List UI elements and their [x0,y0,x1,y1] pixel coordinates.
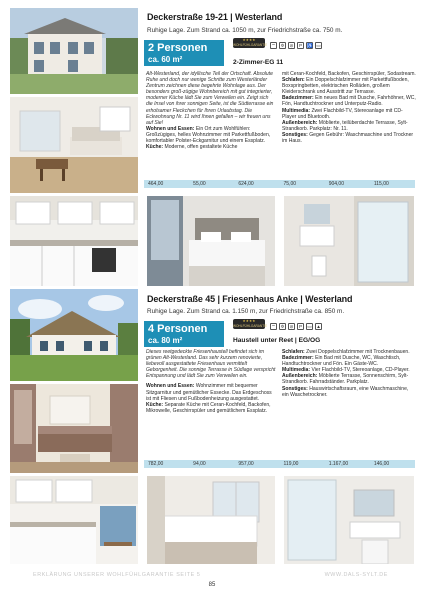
text-sonstiges: Gegen Gebühr: Waschmaschine und Trockner im Haus. [282,131,414,145]
parking-icon: P [298,43,303,48]
tv-icon: ▭ [316,43,321,48]
text-sonstiges: Hauswirtschaftsraum, eine Waschmaschine, ein Waschetrockner. [282,385,409,398]
label-kueche: Küche: [146,401,164,408]
text-multimedia: Zwei Flachbild-TV, Stereoanlage mit CD-Player und Bluetooth. [282,107,403,120]
listing-title-2: Deckerstraße 45 | Friesenhaus Anke | Westerland [147,294,353,304]
footer-guarantee-note: ERKLÄRUNG UNSERER WOHLFÜHLGARANTIE SEITE 5 [33,572,201,578]
wheelchair-icon: ♿ [307,43,313,48]
area-size: ca. 60 m² [148,55,183,64]
text-kueche: Separate Küche mit Ceran-Kochfeld, Backofen, Mikrowelle, Geschirrspüler und gemütlichem Essplatz. [146,401,271,414]
stars-icon: ★★★★ [242,38,256,42]
listing-subtitle-2: Ruhige Lage. Zum Strand ca. 1.150 m, zur Friedrichstraße ca. 850 m. [147,308,345,315]
price-cell: 957,00 [238,461,254,467]
text-aussen: Möblierte Terrasse, Sonnenschirm, Sylt-Strandkorb. Fahrradständer. Parkplatz. [282,373,409,386]
text-wohnen: Wohnzimmer mit bequemer Sitzgarnitur und gemütlicher Essecke. Das Erdgeschoss ist mit Fliesen und Fußbodenheizung ausgestattet. [146,383,272,402]
badge-label: WOHLFÜHLGARANTIE [233,42,268,47]
wifi-icon: ⌔ [271,43,276,48]
price-cell: 75,00 [283,181,297,187]
label-sonstiges: Sonstiges: [282,385,308,392]
no-smoking-icon: ⊘ [289,43,294,48]
amenity-icons-2 [270,323,322,330]
label-aussen: Außenbereich: [282,373,318,380]
persons-badge-1 [144,40,224,66]
parking-icon: P [298,324,303,329]
price-cell: 782,00 [148,461,164,467]
label-schlafen: Schlafen: [282,77,305,84]
area-size: ca. 80 m² [148,336,183,345]
intro-text: Dieses reetgedeckte Friesenhaustell befindet sich im grünen Alt-Westerland. Das sehr kurzem renovierte, liebevoll ausgestattete Friesenhaus vermittelt Geborgenheit. Die sonnige Terrasse in Südlage verspricht Entspannung und lädt Sie zum Verweilen ein. [146,349,276,380]
persons-count: 4 Personen [148,323,208,335]
text-schlafen: Zwei Doppelschlafzimmer mit Trocknenbauen. [306,349,410,355]
persons-count: 2 Personen [148,42,208,54]
text-multimedia: Vier Flachbild-TV, Stereoanlage, CD-Player. [311,367,410,374]
price-cell: 115,00 [373,181,389,187]
price-cell: 1.167,00 [328,461,349,467]
description-col1-2 [146,349,276,414]
label-multimedia: Multimedia: [282,107,311,114]
label-bad: Badezimmer: [282,355,314,362]
text-aussen: Möblierte, teilüberdachte Terrasse, Sylt-Strandkorb. Parkplatz: Nr. 11. [282,119,408,132]
stars-icon: ★★★★ [242,319,256,323]
label-wohnen: Wohnen und Essen: [146,383,195,390]
text-schlafen: Ein Doppelschlafzimmer mit Parkettfußboden, Boxspringbetten, elektrischen Rolläden, großem Kleiderschrank und Ausstritt zur Terrasse. [282,77,409,96]
pets-icon: ✲ [280,324,285,329]
exterior-photo-2 [10,289,138,381]
text-bad: Ein neues Bad mit Dusche, Fahrhöhner, WC, Fön, Handtuchtrockner und Unterputz-Radio. [282,95,416,108]
label-schlafen: Schlafen: [282,349,305,355]
text-kueche: Moderne, offen gestaltete Küche [164,144,238,151]
living-room-photo-1 [10,97,138,193]
wohlfuehl-badge-1 [233,38,268,48]
amenity-icons-1 [270,42,322,49]
description-col2-2 [282,349,416,398]
price-cell: 624,00 [238,181,254,187]
price-cell: 119,00 [283,461,299,467]
bedroom-photo-2 [147,476,275,564]
price-cell: 146,00 [373,461,390,467]
page-number: 85 [208,582,216,588]
living-room-photo-2 [10,384,138,473]
text-kueche-cont: mit Ceran-Kochfeld, Backofen, Geschirrspüler, Sodastream. [282,71,416,77]
description-col2-1 [282,71,416,144]
kitchen-photo-2 [10,476,138,564]
bathroom-photo-2 [284,476,414,564]
persons-badge-2 [144,321,224,347]
price-cell: 904,00 [328,181,344,187]
label-kueche: Küche: [146,144,164,151]
price-cell: 464,00 [148,181,164,187]
label-wohnen: Wohnen und Essen: [146,125,195,132]
bathroom-photo-1 [284,196,414,286]
listing-title-1: Deckerstraße 19-21 | Westerland [147,12,283,22]
label-aussen: Außenbereich: [282,119,318,126]
label-multimedia: Multimedia: [282,367,311,374]
intro-text: Alt-Westerland, der idyllische Teil der Ortschaft. Absolute Ruhe und doch nur wenige Schritte zum Westerländer Zentrum zeichnen diese begehrte Wohnlage aus. Der besonders groß-zügige Wohnbereich mit gut integrierter, moderner Küche lädt Sie zum Verweilen ein. Zeigt sich die Insel von ihrer sonnigen Seite, ist die Südterrasse ein erholsamer Fleckchen für Ihren Urlaubstag. Die Eckwohnung Nr. 11 wird Ihnen gefallen – wir freuen uns auf Sie! [146,71,274,126]
text-bad: Ein Bad mit Dusche, WC, Waschtisch, Handtuchtrockner und Fön. Ein Gäste-WC. [282,355,401,368]
price-cell: 55,00 [193,181,206,187]
fireplace-icon: ▲ [316,324,321,329]
wifi-icon: ⌔ [271,324,276,329]
label-sonstiges: Sonstiges: [282,131,308,138]
price-bar-1 [144,180,415,188]
exterior-photo-1 [10,8,138,94]
label-bad: Badezimmer: [282,95,314,102]
description-col1-1 [146,71,276,150]
wohlfuehl-badge-2 [233,319,268,329]
footer-website[interactable]: WWW.DALS-SYLT.DE [324,572,388,578]
listing-subtitle-1: Ruhige Lage. Zum Strand ca. 1050 m, zur Friedrichstraße ca. 750 m. [147,27,343,34]
unit-type-1: 2-Zimmer-EG 11 [233,59,284,66]
no-smoking-icon: ⊘ [289,324,294,329]
pets-icon: ✲ [280,43,285,48]
tv-icon: ▭ [307,324,312,329]
badge-label: WOHLFÜHLGARANTIE [233,323,268,328]
text-wohnen: Ein Ort zum Wohlfühlen: Großzügiges, helles Wohnzimmer mit Parkettfußboden, komfortabler Polster-Eckgarnitur und einem Essplatz. [146,125,271,145]
kitchen-photo-1 [10,196,138,286]
bedroom-photo-1 [147,196,275,286]
price-cell: 94,00 [193,461,206,467]
price-bar-2 [144,460,415,468]
unit-type-2: Haustell unter Reet | EG/OG [233,337,321,344]
